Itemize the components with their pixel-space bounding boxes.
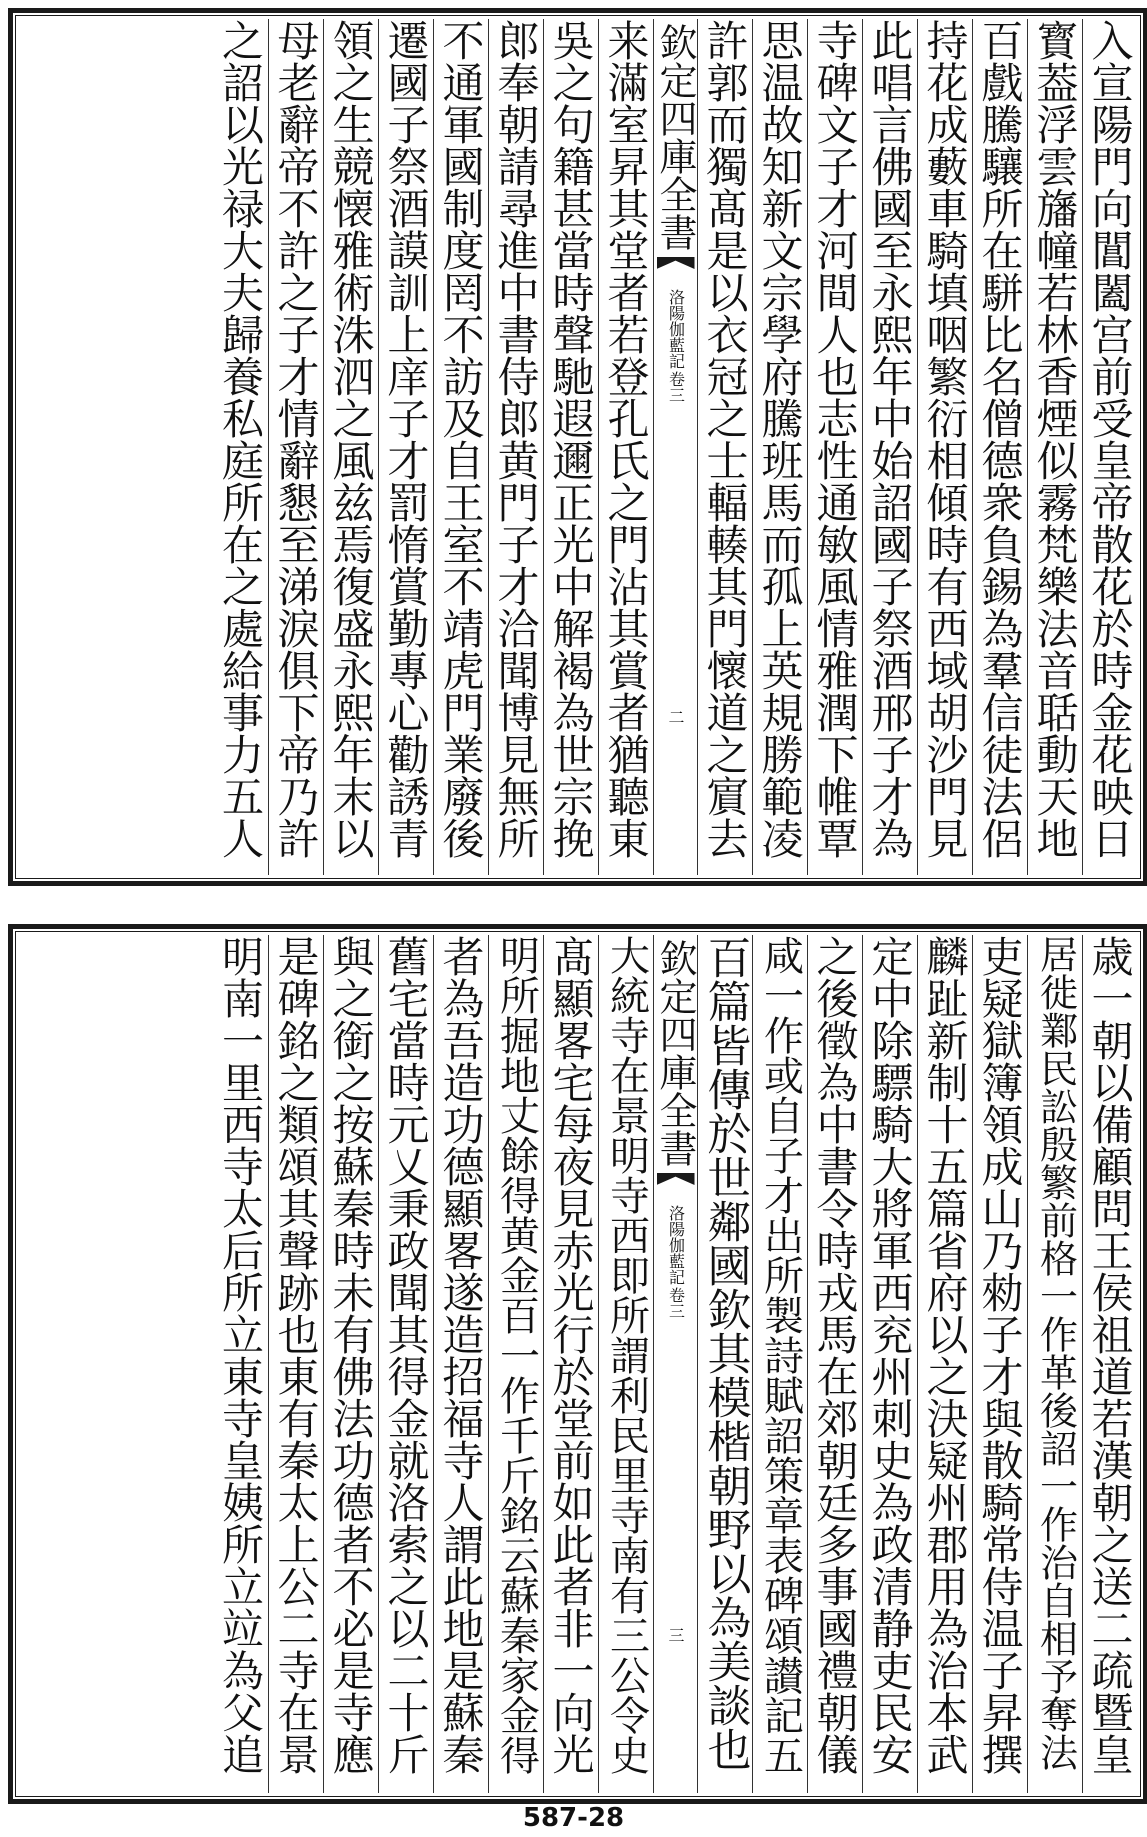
column-text: 大統寺在景明寺西即所謂利民里寺南有三公令史: [603, 935, 650, 1775]
column-text: 許郭而獨髙是以衣冠之士輻輳其門懷道之賔去: [700, 19, 750, 859]
column-text: 與之銜之按蘇秦時未有佛法功德者不必是寺應: [326, 935, 376, 1775]
book-info: [667, 1205, 685, 1319]
text-column: [268, 935, 323, 1793]
text-column: [697, 19, 752, 875]
text-column: [917, 19, 972, 875]
text-column: [378, 19, 433, 875]
text-column: [752, 19, 807, 875]
column-text: 持花成藪車騎填咽繁衍相傾時有西域胡沙門見: [920, 19, 970, 859]
column-text: 吏疑獄簿領成山乃勑子才與散騎常侍温子昇撰: [975, 935, 1025, 1775]
text-column: [598, 935, 653, 1793]
fish-tail-mark: [657, 257, 695, 283]
text-column: [972, 19, 1027, 875]
column-text: 是碑銘之類頌其聲跡也東有秦太上公二寺在景: [271, 935, 321, 1775]
text-column: [1027, 19, 1082, 875]
lower-page-columns: [19, 935, 1137, 1793]
collection-title: 欽定四庫全書: [653, 939, 697, 1167]
column-text: 麟趾新制十五篇省府以之決疑州郡用為治本武: [920, 935, 970, 1775]
upper-page: [8, 8, 1147, 886]
text-column: [1082, 935, 1137, 1793]
column-text: 寳葢浮雲旛幢若林香煙似霧梵樂法音聒動天地: [1030, 19, 1080, 859]
text-column: [543, 935, 598, 1793]
text-column: [543, 19, 598, 875]
text-column: [433, 19, 488, 875]
center-gutter: [653, 935, 697, 1793]
column-text: 不通軍國制度罔不訪及自王室不靖虎門業廢後: [436, 19, 486, 859]
column-text: 来滿室昇其堂者若登孔氏之門沾其賞者猶聽東: [601, 19, 651, 859]
book-title: 洛陽伽藍記: [666, 289, 686, 369]
column-text: 領之生競懐雅術洙泗之風兹焉復盛永熙年末以: [326, 19, 376, 859]
text-column: [917, 935, 972, 1793]
book-info: [667, 289, 685, 403]
text-column: [268, 19, 323, 875]
column-text: 寺碑文子才河間人也志性通敏風情雅潤下帷覃: [810, 19, 860, 859]
column-text: 百戲騰驤所在駢比名僧德衆負錫為羣信徒法侶: [975, 19, 1025, 859]
column-text: 舊宅當時元乂秉政聞其得金就洛索之以二十斤: [381, 935, 431, 1775]
lower-page: [8, 924, 1147, 1804]
column-text: 百篇皆傳於世鄰國欽其模楷朝野以為美談也: [699, 935, 751, 1771]
column-text: 之後徵為中書令時戎馬在郊朝廷多事國禮朝儀: [810, 935, 860, 1775]
text-column: [213, 19, 268, 875]
column-text: 此唱言佛國至永熙年中始詔國子祭酒邢子才為: [865, 19, 915, 859]
text-column: [972, 935, 1027, 1793]
text-column: [752, 935, 807, 1793]
text-column: [598, 19, 653, 875]
text-column: [807, 19, 862, 875]
column-text: 者為吾造功德顯畧遂造招福寺人謂此地是蘇秦: [436, 935, 486, 1775]
book-title: 洛陽伽藍記: [666, 1205, 686, 1285]
column-text: 歳一朝以備顧問王侯祖道若漢朝之送二疏暨皇: [1085, 935, 1135, 1775]
volume-label: 卷三: [666, 1287, 686, 1319]
column-text: 定中除驃騎大將軍西兖州刺史為政清静吏民安: [865, 935, 915, 1775]
text-column: [1027, 935, 1082, 1793]
column-text: 明南一里西寺太后所立東寺皇姨所立竝為父追: [216, 935, 265, 1775]
text-column: [323, 19, 378, 875]
column-text: 郎奉朝請尋進中書侍郎黄門子才洽聞博見無所: [491, 19, 541, 859]
column-text: 之詔以光禄大夫歸養私庭所在之處給事力五人: [216, 19, 265, 859]
fish-tail-mark: [657, 1173, 695, 1199]
upper-page-columns: [19, 19, 1137, 875]
column-text: 明所掘地丈餘得黄金百一作千斤銘云蘇秦家金得: [493, 935, 540, 1775]
page-number: 587-28: [522, 1803, 625, 1833]
text-column: [807, 935, 862, 1793]
leaf-number: 二: [666, 709, 685, 725]
column-text: 居徙鄴民訟殷繁前格一作革後詔一作治自相予奪法: [1033, 935, 1078, 1771]
text-column: [488, 935, 543, 1793]
text-column: [378, 935, 433, 1793]
column-text: 遷國子祭酒謨訓上庠子才罰惰賞勤專心勸誘青: [381, 19, 431, 859]
volume-label: 卷三: [666, 371, 686, 403]
center-gutter: [653, 19, 697, 875]
column-text: 入宣陽門向閶闔宫前受皇帝散花於時金花映日: [1085, 19, 1135, 859]
column-text: 髙顯畧宅每夜見赤光行於堂前如此者非一向光: [546, 935, 596, 1775]
collection-title: 欽定四庫全書: [653, 23, 697, 251]
column-text: 母老辭帝不許之子才情辭懇至涕淚俱下帝乃許: [271, 19, 321, 859]
text-column: [488, 19, 543, 875]
text-column: [323, 935, 378, 1793]
text-column: [213, 935, 268, 1793]
column-text: 思温故知新文宗學府騰班馬而孤上英規勝範凌: [755, 19, 805, 859]
leaf-number: 三: [666, 1627, 685, 1643]
text-column: [862, 19, 917, 875]
text-column: [697, 935, 752, 1793]
column-text: 吳之句籍甚當時聲馳遐邇正光中解褐為世宗挽: [546, 19, 596, 859]
text-column: [862, 935, 917, 1793]
column-text: 咸一作或自子才出所製詩賦詔策章表碑頌讃記五: [757, 935, 804, 1775]
text-column: [433, 935, 488, 1793]
text-column: [1082, 19, 1137, 875]
